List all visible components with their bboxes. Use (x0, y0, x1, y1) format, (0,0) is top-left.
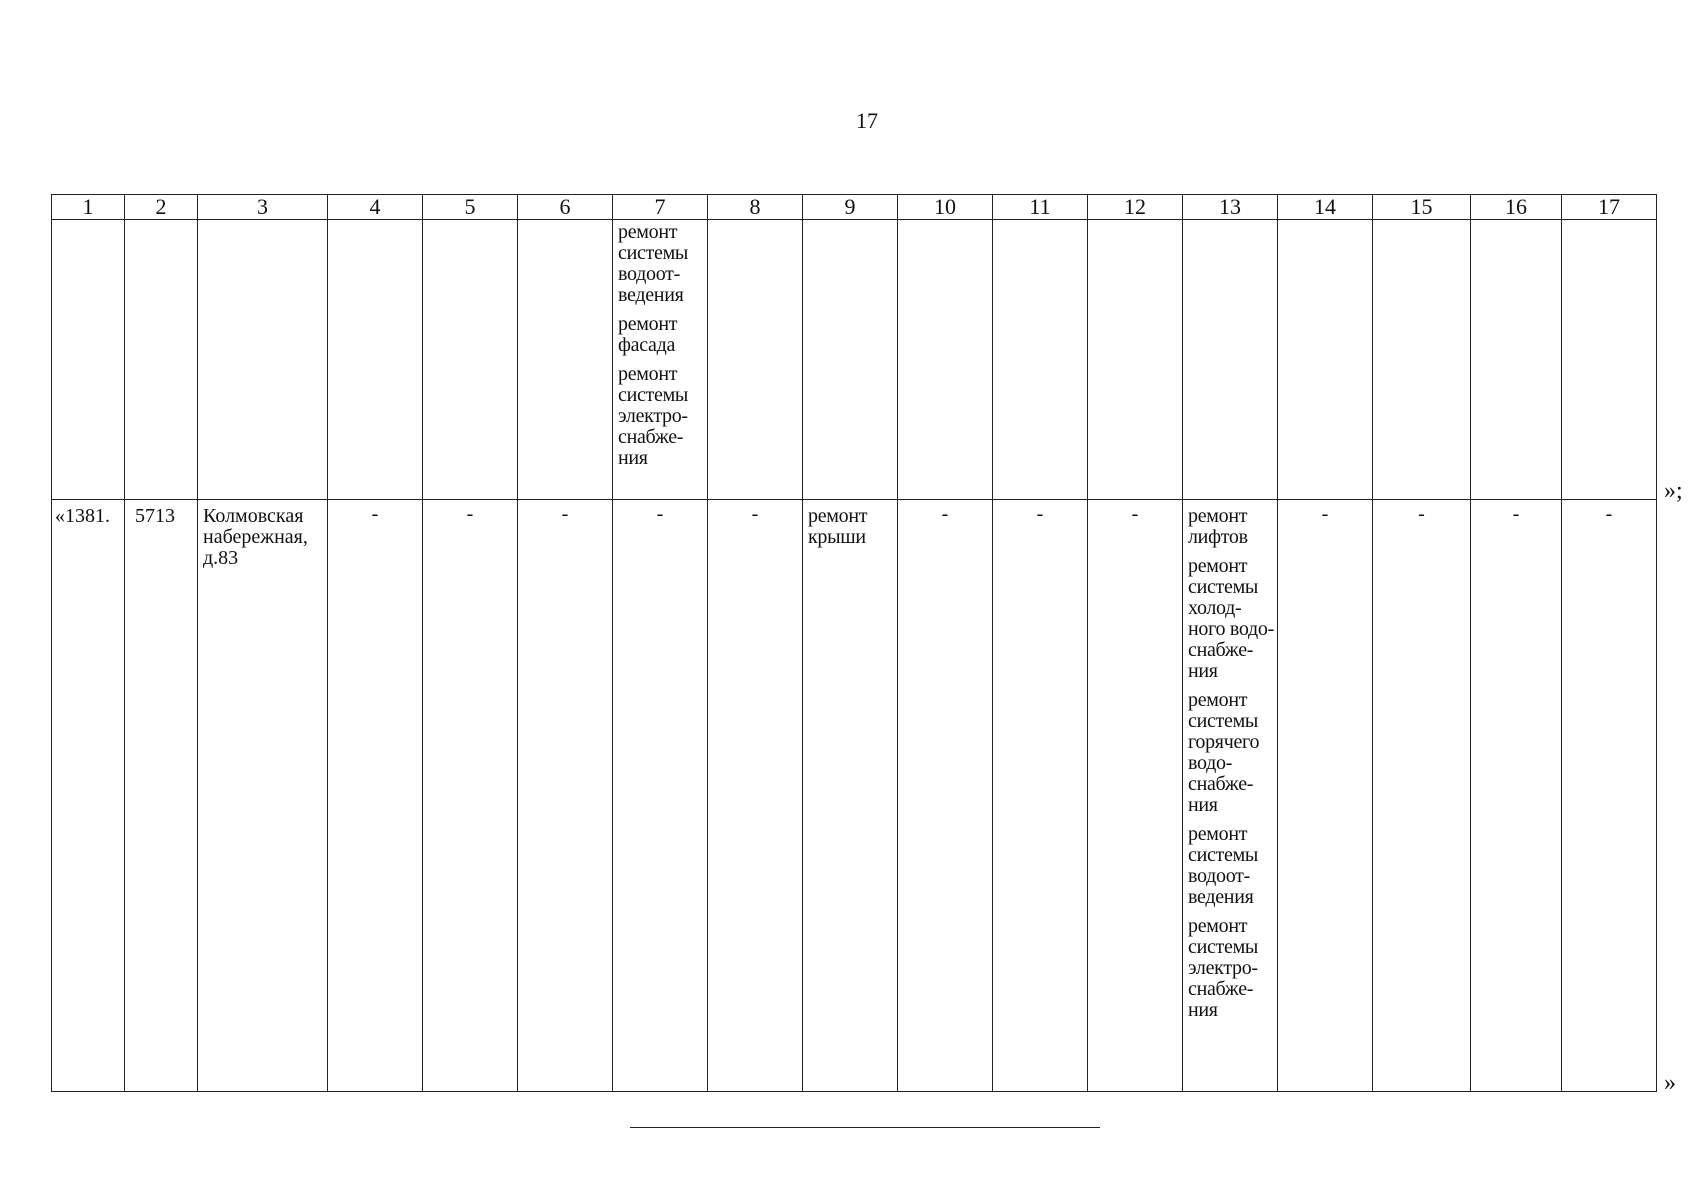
column-number-header-row (52, 195, 1657, 220)
table-cell-work-types (1183, 500, 1278, 1092)
table-cell: - (328, 500, 423, 1092)
column-header: 3 (198, 195, 328, 220)
table-cell (1183, 220, 1278, 500)
work-type: ремонт системы горячего водо-снабже-ния (1188, 689, 1260, 816)
column-header: 2 (125, 195, 198, 220)
table-cell (52, 220, 125, 500)
column-header: 9 (803, 195, 898, 220)
table-cell: - (518, 500, 613, 1092)
repair-schedule-table (51, 194, 1657, 1092)
table-cell (708, 220, 803, 500)
table-cell-address: Колмовская набережная, д.83 (198, 500, 328, 1092)
table-row (52, 500, 1657, 1092)
work-type: ремонт фасада (618, 313, 678, 356)
table-cell: - (1471, 500, 1562, 1092)
table-cell-work-types (613, 220, 708, 500)
column-header: 6 (518, 195, 613, 220)
column-header: 15 (1373, 195, 1471, 220)
table-cell: - (708, 500, 803, 1092)
table-cell: - (993, 500, 1088, 1092)
column-header: 17 (1562, 195, 1657, 220)
work-type: ремонт крыши (808, 505, 868, 548)
page-number: 17 (856, 108, 878, 133)
table-cell-work-types (803, 500, 898, 1092)
table-cell (198, 220, 328, 500)
column-header: 13 (1183, 195, 1278, 220)
table-cell-house-code: 5713 (125, 500, 198, 1092)
column-header: 5 (423, 195, 518, 220)
table-cell (1373, 220, 1471, 500)
table-cell (1562, 220, 1657, 500)
table-cell: - (1373, 500, 1471, 1092)
table-cell (423, 220, 518, 500)
row-end-mark: »; (1664, 478, 1683, 504)
table-cell: - (1278, 500, 1373, 1092)
table-cell (898, 220, 993, 500)
table-cell: - (1562, 500, 1657, 1092)
table-cell (1088, 220, 1183, 500)
row-end-mark: » (1664, 1070, 1676, 1096)
work-type: ремонт системы электро-снабже-ния (1188, 915, 1259, 1021)
work-type: ремонт системы холод-ного водо-снабже-ния (1188, 555, 1274, 682)
column-header: 14 (1278, 195, 1373, 220)
table-cell: - (613, 500, 708, 1092)
table-cell (1471, 220, 1562, 500)
table-cell (125, 220, 198, 500)
table-row (52, 220, 1657, 500)
work-type: ремонт системы электро-снабже-ния (618, 363, 689, 469)
column-header: 16 (1471, 195, 1562, 220)
work-type: ремонт системы водоот-ведения (1188, 823, 1259, 908)
column-header: 12 (1088, 195, 1183, 220)
column-header: 8 (708, 195, 803, 220)
column-header: 7 (613, 195, 708, 220)
table-cell-row-number: «1381. (52, 500, 125, 1092)
table-cell: - (423, 500, 518, 1092)
column-header: 4 (328, 195, 423, 220)
table-cell (518, 220, 613, 500)
table-cell: - (898, 500, 993, 1092)
work-type: ремонт системы водоот-ведения (618, 221, 689, 306)
bottom-rule (630, 1127, 1100, 1128)
column-header: 11 (993, 195, 1088, 220)
column-header: 1 (52, 195, 125, 220)
table-cell (328, 220, 423, 500)
table-cell (993, 220, 1088, 500)
work-type: ремонт лифтов (1188, 505, 1248, 548)
table-cell (1278, 220, 1373, 500)
table-cell: - (1088, 500, 1183, 1092)
column-header: 10 (898, 195, 993, 220)
table-cell (803, 220, 898, 500)
